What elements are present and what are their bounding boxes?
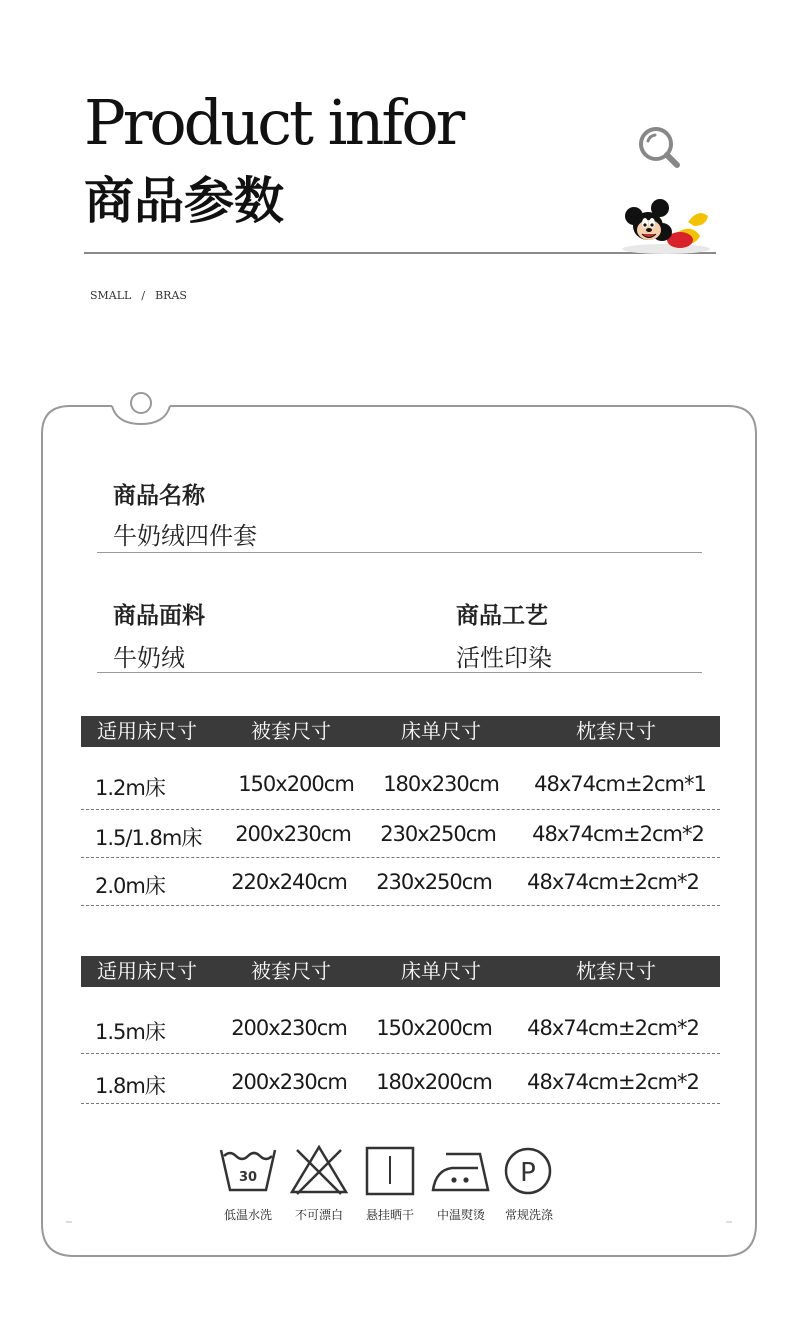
column-header: 适用床尺寸 <box>97 719 197 743</box>
table-row <box>81 810 720 858</box>
size-table-header <box>81 716 720 747</box>
sheet-size-cell: 230x250cm <box>376 870 492 894</box>
no-bleach-icon <box>289 1144 349 1196</box>
bed-size-cell: 2.0m床 <box>95 874 165 898</box>
sheet-size-cell: 180x200cm <box>376 1070 492 1094</box>
product-name-value: 牛奶绒四件套 <box>113 522 257 550</box>
care-label: 悬挂晒干 <box>366 1208 415 1222</box>
craft-label: 商品工艺 <box>456 603 548 629</box>
sheet-size-cell: 180x230cm <box>383 772 499 796</box>
column-header: 床单尺寸 <box>401 959 481 983</box>
divider <box>97 552 702 553</box>
iron-medium-icon <box>430 1144 494 1196</box>
breadcrumb-separator: / <box>141 289 146 302</box>
size-table-header <box>81 956 720 987</box>
bed-size-cell: 1.5m床 <box>95 1020 165 1044</box>
bed-size-cell: 1.5/1.8m床 <box>95 826 202 850</box>
column-header: 床单尺寸 <box>401 719 481 743</box>
breadcrumb <box>90 289 187 302</box>
wash-30-icon <box>218 1144 278 1194</box>
fabric-label: 商品面料 <box>113 603 205 629</box>
duvet-size-cell: 150x200cm <box>238 772 354 796</box>
breadcrumb-item: BRAS <box>155 289 187 302</box>
column-header: 枕套尺寸 <box>576 719 656 743</box>
pillowcase-size-cell: 48x74cm±2cm*2 <box>527 1016 699 1040</box>
dry-clean-p-icon <box>502 1144 554 1196</box>
bed-size-cell: 1.2m床 <box>95 776 165 800</box>
column-header: 枕套尺寸 <box>576 959 656 983</box>
product-name-label: 商品名称 <box>113 483 205 509</box>
sheet-size-cell: 230x250cm <box>380 822 496 846</box>
care-label: 常规洗涤 <box>505 1208 554 1222</box>
pillowcase-size-cell: 48x74cm±2cm*2 <box>532 822 704 846</box>
pillowcase-size-cell: 48x74cm±2cm*1 <box>534 772 706 796</box>
page-title-zh: 商品参数 <box>84 172 284 230</box>
care-label: 中温熨烫 <box>437 1208 486 1222</box>
duvet-size-cell: 200x230cm <box>231 1070 347 1094</box>
column-header: 被套尺寸 <box>251 719 331 743</box>
duvet-size-cell: 200x230cm <box>235 822 351 846</box>
craft-value: 活性印染 <box>456 644 552 672</box>
dry-clean-letter: P <box>520 1158 536 1188</box>
mouse-mascot-icon <box>618 196 714 256</box>
care-label: 不可漂白 <box>295 1208 344 1222</box>
duvet-size-cell: 220x240cm <box>231 870 347 894</box>
table-row <box>81 1054 720 1104</box>
wash-temp-text: 30 <box>238 1170 258 1185</box>
hang-dry-icon <box>364 1144 416 1198</box>
column-header: 被套尺寸 <box>251 959 331 983</box>
divider <box>97 672 702 673</box>
pillowcase-size-cell: 48x74cm±2cm*2 <box>527 870 699 894</box>
sheet-size-cell: 150x200cm <box>376 1016 492 1040</box>
table-row <box>81 760 720 810</box>
duvet-size-cell: 200x230cm <box>231 1016 347 1040</box>
breadcrumb-item: SMALL <box>90 289 132 302</box>
table-row <box>81 1002 720 1054</box>
fabric-value: 牛奶绒 <box>113 644 185 672</box>
page-title-en: Product infor <box>84 86 463 159</box>
search-icon <box>636 124 682 170</box>
table-row <box>81 858 720 906</box>
column-header: 适用床尺寸 <box>97 959 197 983</box>
pillowcase-size-cell: 48x74cm±2cm*2 <box>527 1070 699 1094</box>
care-label: 低温水洗 <box>224 1208 273 1222</box>
bed-size-cell: 1.8m床 <box>95 1074 165 1098</box>
